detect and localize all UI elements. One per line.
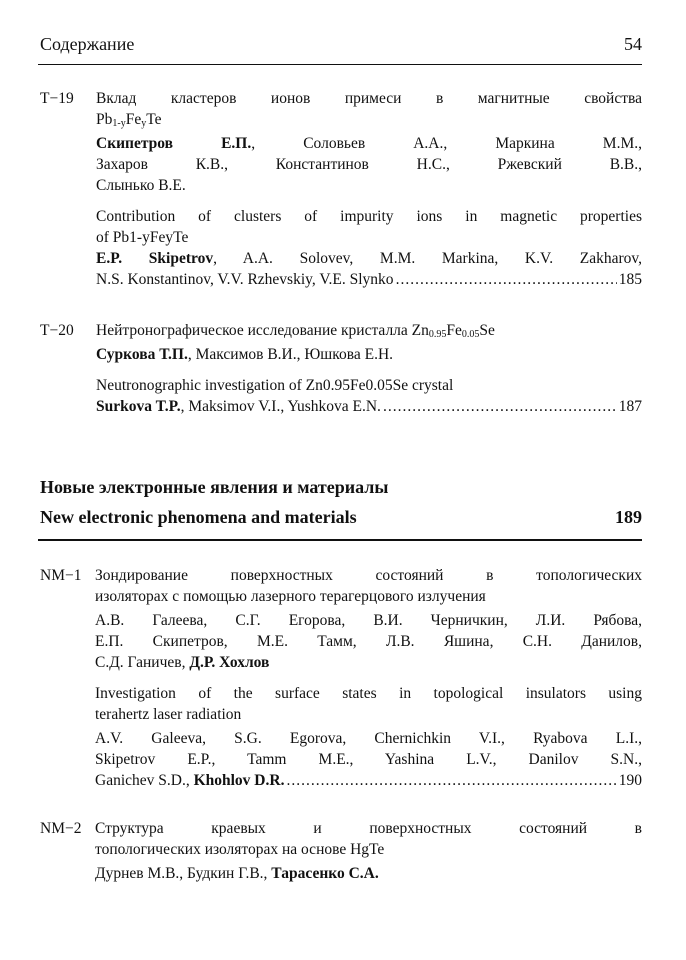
en-authors-line: N.S. Konstantinov, V.V. Rzhevskiy, V.E. Slynko ..... 185 <box>96 269 642 290</box>
en-title-line: terahertz laser radiation <box>95 706 242 723</box>
page-header <box>40 34 642 60</box>
ru-authors-line: А.В. Галеева, С.Г. Егорова, В.И. Черничкин, Л.И. Рябова, <box>95 612 642 629</box>
toc-entry-nm1 <box>40 565 642 791</box>
entry-code: T−19 <box>40 90 74 107</box>
lead-author: Khohlov D.R. <box>193 772 285 789</box>
en-title-line: of Pb1-yFeyTe <box>96 229 189 246</box>
lead-author: Скипетров Е.П. <box>96 135 252 152</box>
toc-entry-t19 <box>40 88 642 290</box>
ru-title-line: Вклад кластеров ионов примеси в магнитные свойства <box>96 90 642 107</box>
ru-title-line: Зондирование поверхностных состояний в топологических <box>95 567 642 584</box>
section-page-number: 189 <box>615 507 642 527</box>
ru-title-line: $Pb_{1-y}Fe_yTe$ <box>96 111 162 129</box>
page-number: 54 <box>624 34 642 54</box>
section-heading <box>40 472 642 532</box>
lead-author: Суркова Т.П. <box>96 346 188 363</box>
en-title-line: Contribution of clusters of impurity ions in magnetic properties <box>96 208 642 225</box>
ru-title-line: топологических изоляторах на основе HgTe <box>95 841 385 858</box>
en-title-line: Neutronographic investigation of Zn0.95Fe0.05Se crystal <box>96 377 454 394</box>
header-rule <box>38 64 642 65</box>
entry-code: T−20 <box>40 322 74 339</box>
lead-author: Тарасенко С.А. <box>271 865 379 882</box>
lead-author: E.P. Skipetrov <box>96 250 214 267</box>
ru-title-line: Структура краевых и поверхностных состояний в <box>95 820 642 837</box>
toc-entry-nm2 <box>40 818 642 884</box>
lead-author: Surkova T.P. <box>96 398 181 415</box>
en-title-line: Investigation of the surface states in topological insulators using <box>95 685 642 702</box>
ru-authors-line: Дурнев М.В., Будкин Г.В., Тарасенко С.А. <box>95 865 379 882</box>
en-authors-line: A.V. Galeeva, S.G. Egorova, Chernichkin V.I., Ryabova L.I., <box>95 730 642 747</box>
entry-page-number: 190 <box>618 772 642 789</box>
en-authors-line: Skipetrov E.P., Tamm M.E., Yashina L.V., Danilov S.N., <box>95 751 642 768</box>
section-title-ru: Новые электронные явления и материалы <box>40 477 389 497</box>
ru-authors-line: С.Д. Ганичев, Д.Р. Хохлов <box>95 654 270 671</box>
entry-page-number: 185 <box>618 271 642 288</box>
dot-leader <box>383 396 617 417</box>
section-title-en: New electronic phenomena and materials <box>40 507 357 527</box>
ru-authors-line: Захаров К.В., Константинов Н.С., Ржевский В.В., <box>96 156 642 173</box>
lead-author: Д.Р. Хохлов <box>189 654 270 671</box>
section-rule <box>38 539 642 541</box>
entry-code: NM−2 <box>40 820 82 837</box>
ru-authors-line: Суркова Т.П., Максимов В.И., Юшкова Е.Н. <box>96 346 394 363</box>
ru-title-line: Нейтронографическое исследование кристалла $Zn_{0.95}Fe_{0.05}Se$ <box>96 322 495 340</box>
entry-page-number: 187 <box>618 398 642 415</box>
toc-entry-t20 <box>40 320 642 417</box>
dot-leader <box>286 770 616 791</box>
dot-leader <box>396 269 617 290</box>
ru-title-line: изоляторах с помощью лазерного терагерцового излучения <box>95 588 486 605</box>
ru-authors-line: Скипетров Е.П., Соловьев А.А., Маркина М.М., <box>96 135 642 152</box>
en-authors-line: E.P. Skipetrov, A.A. Solovev, M.M. Markina, K.V. Zakharov, <box>96 250 642 267</box>
entry-code: NM−1 <box>40 567 82 584</box>
en-authors-line: Ganichev S.D., Khohlov D.R. ..... 190 <box>95 770 642 791</box>
ru-authors-line: Е.П. Скипетров, М.Е. Тамм, Л.В. Яшина, С.Н. Данилов, <box>95 633 642 650</box>
ru-authors-line: Слынько В.Е. <box>96 177 186 194</box>
en-authors-line: Surkova T.P., Maksimov V.I., Yushkova E.N. ..... 187 <box>96 396 642 417</box>
page-title: Содержание <box>40 34 135 54</box>
